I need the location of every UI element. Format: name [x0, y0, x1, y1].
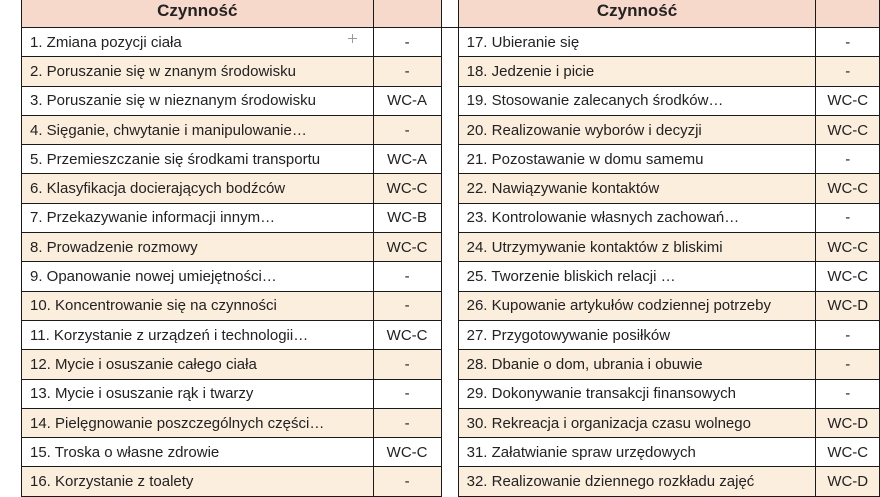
right-activity-cell: 31. Załatwianie spraw urzędowych [458, 438, 816, 467]
left-code-cell: WC-C [373, 320, 441, 349]
right-code-cell: - [816, 203, 880, 232]
column-gap [441, 0, 458, 28]
right-code-cell: - [816, 379, 880, 408]
right-activity-cell: 25. Tworzenie bliskich relacji … [458, 262, 816, 291]
right-code-cell: WC-D [816, 467, 880, 496]
column-gap [441, 233, 458, 262]
left-code-cell: - [373, 291, 441, 320]
right-activity-cell: 20. Realizowanie wyborów i decyzji [458, 115, 816, 144]
column-gap [441, 438, 458, 467]
left-activity-header: Czynność [22, 0, 374, 28]
right-activity-cell: 21. Pozostawanie w domu samemu [458, 145, 816, 174]
table-row [22, 86, 880, 115]
left-activity-cell: 9. Opanowanie nowej umiejętności… [22, 262, 374, 291]
left-activity-cell: 8. Prowadzenie rozmowy [22, 233, 374, 262]
column-gap [441, 174, 458, 203]
left-activity-cell: 2. Poruszanie się w znanym środowisku [22, 57, 374, 86]
left-activity-cell: 15. Troska o własne zdrowie [22, 438, 374, 467]
right-code-cell: - [816, 350, 880, 379]
column-gap [441, 86, 458, 115]
left-code-cell: WC-A [373, 145, 441, 174]
left-code-header [373, 0, 441, 28]
right-activity-cell: 18. Jedzenie i picie [458, 57, 816, 86]
left-code-cell: - [373, 262, 441, 291]
right-activity-cell: 17. Ubieranie się [458, 28, 816, 57]
left-activity-cell: 10. Koncentrowanie się na czynności [22, 291, 374, 320]
right-activity-cell: 28. Dbanie o dom, ubrania i obuwie [458, 350, 816, 379]
left-code-cell: WC-C [373, 438, 441, 467]
column-gap [441, 57, 458, 86]
left-activity-cell: 3. Poruszanie się w nieznanym środowisku [22, 86, 374, 115]
column-gap [441, 291, 458, 320]
left-code-cell: WC-C [373, 233, 441, 262]
right-code-cell: WC-C [816, 86, 880, 115]
left-code-cell: WC-A [373, 86, 441, 115]
table-row [22, 291, 880, 320]
table-row [22, 203, 880, 232]
right-activity-cell: 32. Realizowanie dziennego rozkładu zajęć [458, 467, 816, 496]
table-row [22, 379, 880, 408]
right-code-cell: - [816, 28, 880, 57]
right-code-cell: - [816, 320, 880, 349]
right-code-cell: WC-C [816, 262, 880, 291]
right-code-cell: WC-C [816, 174, 880, 203]
left-code-cell: - [373, 467, 441, 496]
right-activity-cell: 24. Utrzymywanie kontaktów z bliskimi [458, 233, 816, 262]
right-code-cell: WC-C [816, 115, 880, 144]
crosshair-cursor-icon [348, 34, 357, 43]
table-header-row [22, 0, 880, 28]
table-row [22, 28, 880, 57]
column-gap [441, 203, 458, 232]
right-activity-header: Czynność [458, 0, 816, 28]
right-code-cell: - [816, 57, 880, 86]
column-gap [441, 262, 458, 291]
table-row [22, 438, 880, 467]
table-row [22, 145, 880, 174]
right-activity-cell: 23. Kontrolowanie własnych zachowań… [458, 203, 816, 232]
right-activity-cell: 26. Kupowanie artykułów codziennej potrzeby [458, 291, 816, 320]
right-code-cell: WC-C [816, 438, 880, 467]
table-row [22, 350, 880, 379]
left-activity-cell: 7. Przekazywanie informacji innym… [22, 203, 374, 232]
right-activity-cell: 19. Stosowanie zalecanych środków… [458, 86, 816, 115]
activity-table [21, 0, 880, 497]
left-code-cell: - [373, 379, 441, 408]
column-gap [441, 379, 458, 408]
right-code-cell: WC-D [816, 291, 880, 320]
left-code-cell: - [373, 28, 441, 57]
table-row [22, 174, 880, 203]
left-activity-cell: 4. Sięganie, chwytanie i manipulowanie… [22, 115, 374, 144]
table-row [22, 233, 880, 262]
table-row [22, 408, 880, 437]
left-activity-cell: 14. Pielęgnowanie poszczególnych części… [22, 408, 374, 437]
right-activity-cell: 22. Nawiązywanie kontaktów [458, 174, 816, 203]
right-code-cell: WC-C [816, 233, 880, 262]
right-activity-cell: 27. Przygotowywanie posiłków [458, 320, 816, 349]
column-gap [441, 320, 458, 349]
table-body [22, 28, 880, 497]
left-activity-cell: 1. Zmiana pozycji ciała [22, 28, 374, 57]
table-row [22, 467, 880, 496]
table-row [22, 115, 880, 144]
right-activity-cell: 30. Rekreacja i organizacja czasu wolnego [458, 408, 816, 437]
column-gap [441, 350, 458, 379]
left-activity-cell: 13. Mycie i osuszanie rąk i twarzy [22, 379, 374, 408]
right-activity-cell: 29. Dokonywanie transakcji finansowych [458, 379, 816, 408]
column-gap [441, 145, 458, 174]
column-gap [441, 467, 458, 496]
left-activity-cell: 11. Korzystanie z urządzeń i technologii… [22, 320, 374, 349]
table-row [22, 262, 880, 291]
right-code-cell: - [816, 145, 880, 174]
left-code-cell: - [373, 57, 441, 86]
left-code-cell: WC-B [373, 203, 441, 232]
column-gap [441, 408, 458, 437]
right-code-cell: WC-D [816, 408, 880, 437]
left-code-cell: WC-C [373, 174, 441, 203]
left-code-cell: - [373, 350, 441, 379]
left-code-cell: - [373, 408, 441, 437]
column-gap [441, 115, 458, 144]
column-gap [441, 28, 458, 57]
left-activity-cell: 5. Przemieszczanie się środkami transportu [22, 145, 374, 174]
left-activity-cell: 16. Korzystanie z toalety [22, 467, 374, 496]
right-code-header [816, 0, 880, 28]
left-activity-cell: 12. Mycie i osuszanie całego ciała [22, 350, 374, 379]
table-row [22, 57, 880, 86]
left-activity-cell: 6. Klasyfikacja docierających bodźców [22, 174, 374, 203]
left-code-cell: - [373, 115, 441, 144]
table-row [22, 320, 880, 349]
